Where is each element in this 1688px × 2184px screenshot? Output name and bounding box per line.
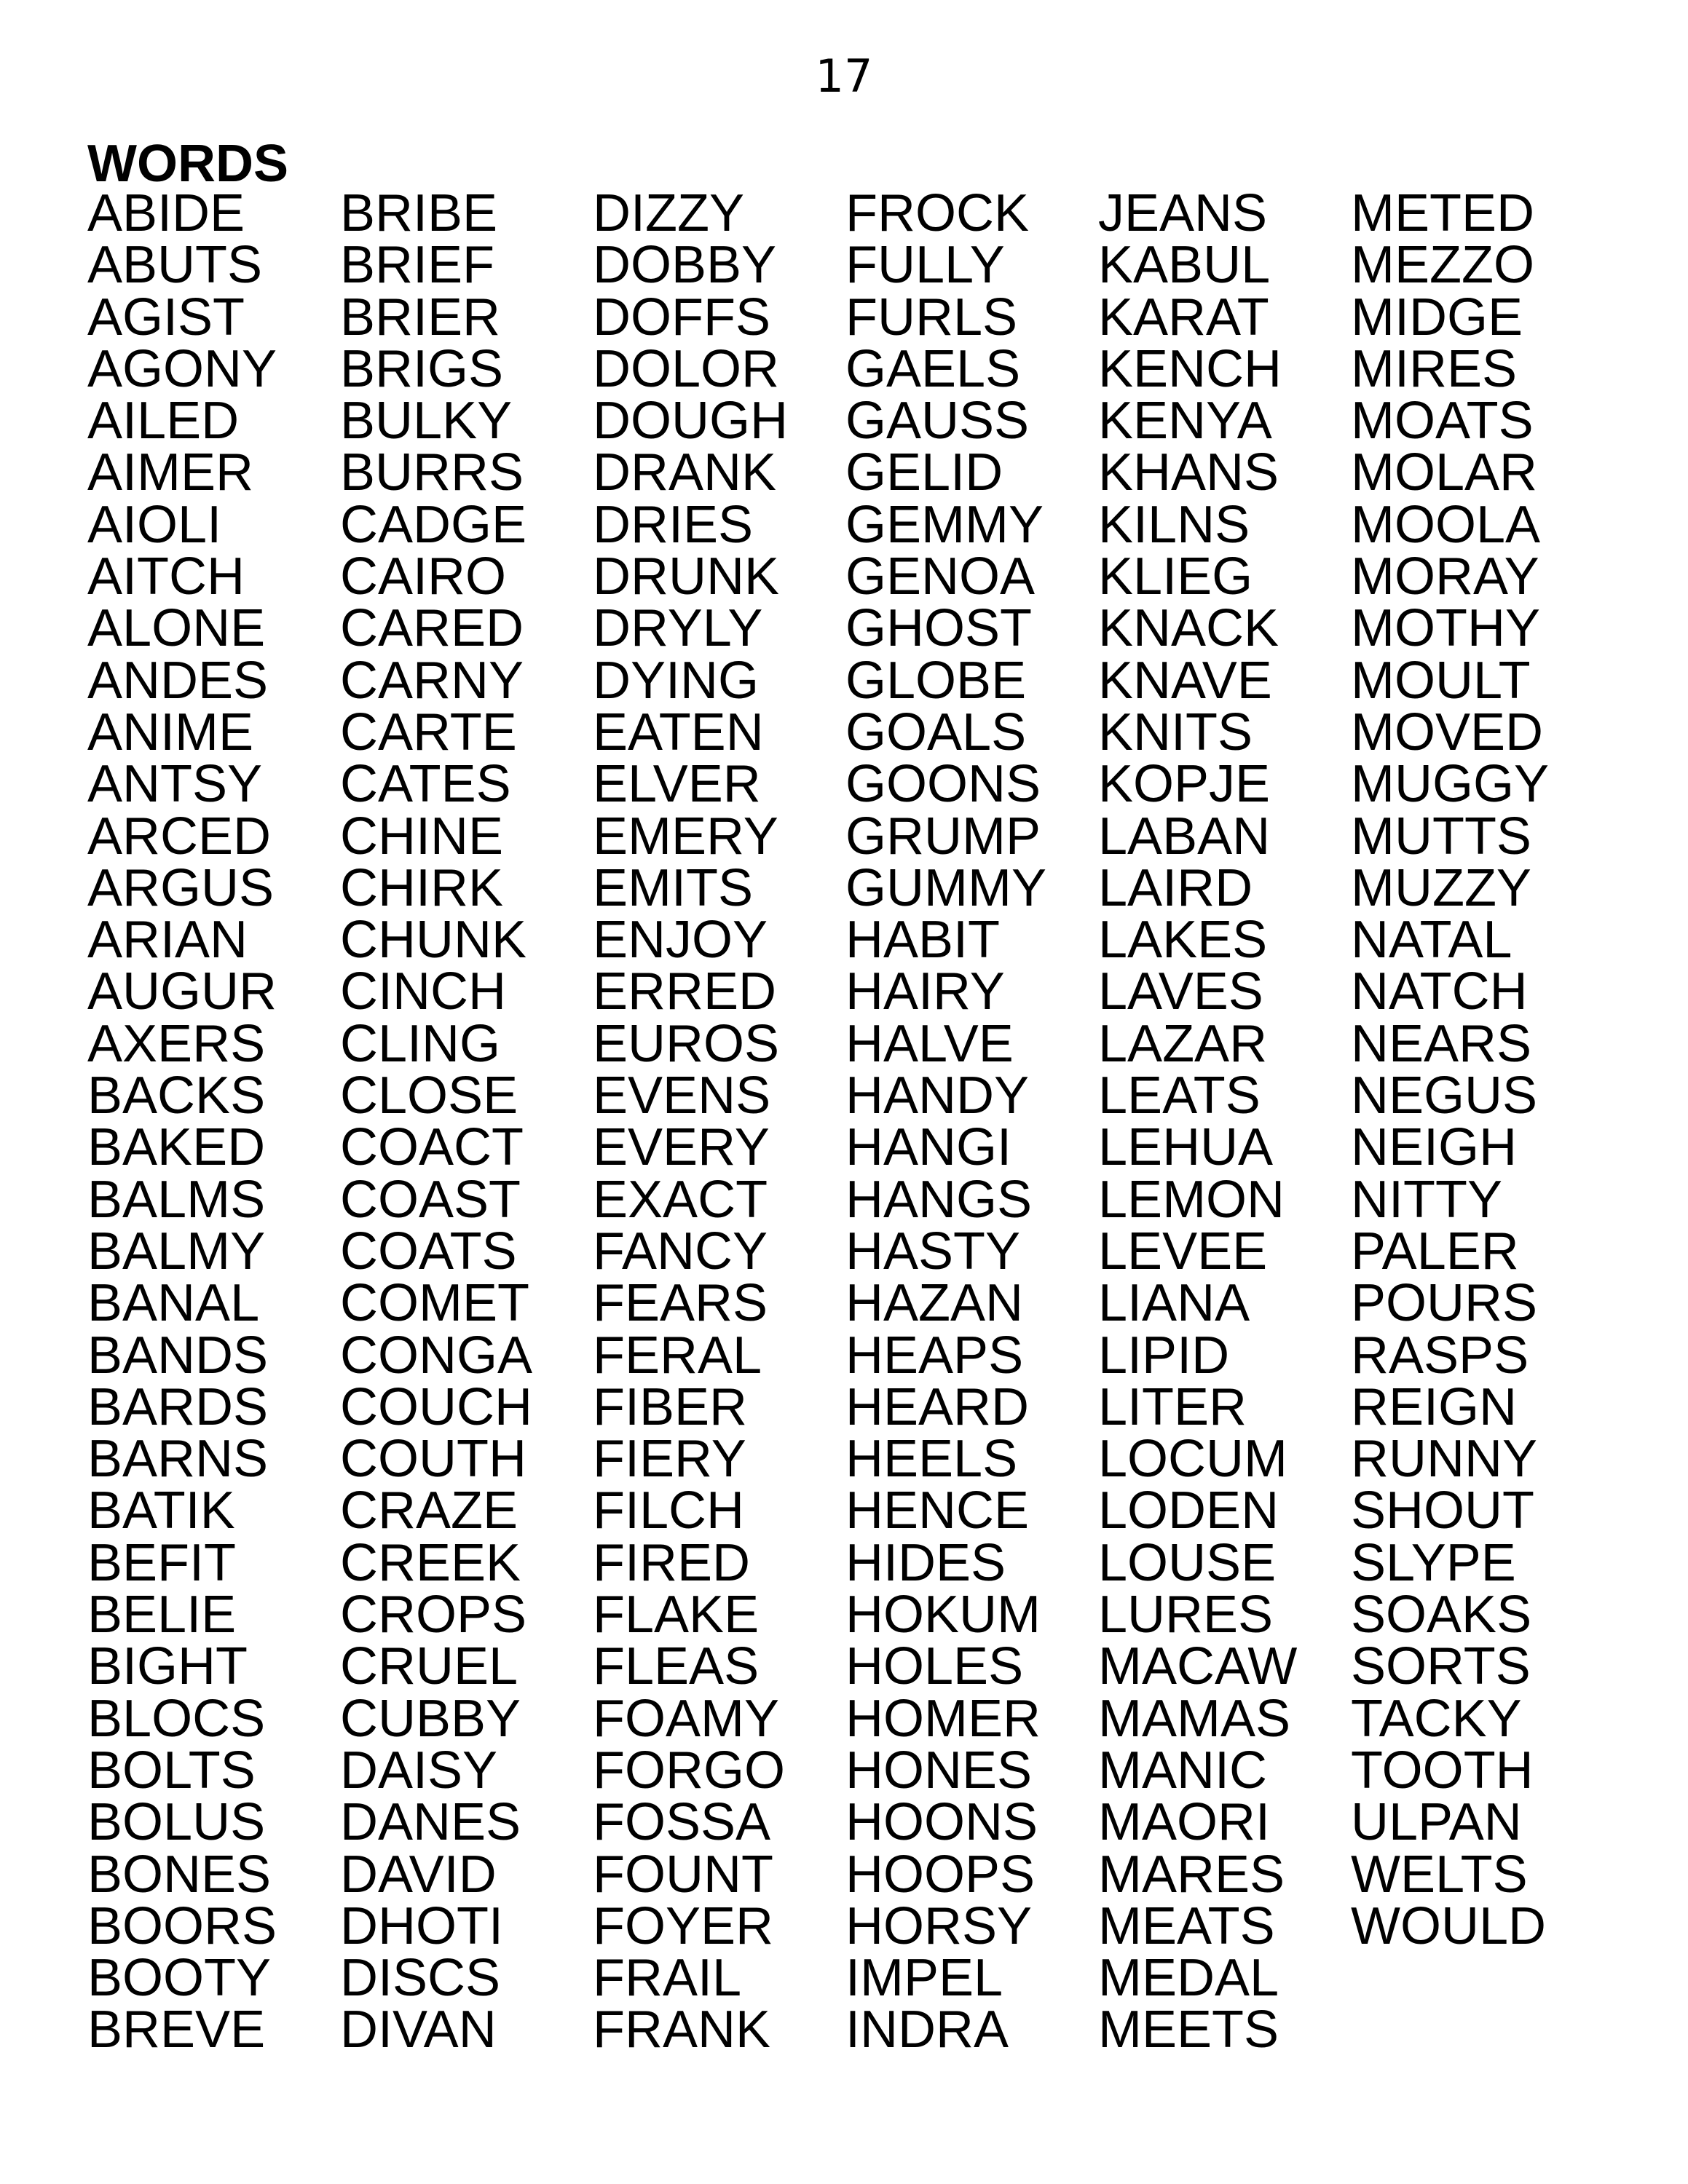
words-heading: WORDS — [87, 135, 288, 193]
word-item: SHOUT — [1351, 1481, 1534, 1540]
word-item: GLOBE — [845, 651, 1027, 710]
word-item: MEZZO — [1351, 236, 1534, 295]
word-item: HENCE — [845, 1481, 1030, 1540]
word-item: INDRA — [845, 2001, 1009, 2060]
word-item: COUCH — [340, 1377, 532, 1436]
word-item: HAIRY — [845, 962, 1005, 1021]
word-item: EUROS — [593, 1014, 780, 1073]
word-item: AUGUR — [87, 962, 277, 1021]
word-item: DOFFS — [593, 288, 770, 347]
word-item: HOMER — [845, 1689, 1041, 1748]
word-item: BULKY — [340, 392, 513, 451]
word-item: LAKES — [1098, 911, 1268, 970]
word-item: LEMON — [1098, 1170, 1285, 1229]
word-item: HOOPS — [845, 1845, 1036, 1904]
word-item: KOPJE — [1098, 755, 1271, 814]
word-item: KNAVE — [1098, 651, 1272, 710]
word-item: HIDES — [845, 1533, 1006, 1592]
word-item: MOLAR — [1351, 443, 1538, 502]
word-column-6 — [1351, 184, 1550, 1955]
word-item: FLEAS — [593, 1637, 760, 1696]
word-item: ERRED — [593, 962, 777, 1021]
word-item: DAISY — [340, 1741, 498, 1800]
word-item: BOLTS — [87, 1741, 256, 1800]
word-item: KABUL — [1098, 236, 1271, 295]
word-item: BOOTY — [87, 1949, 272, 2008]
word-item: EATEN — [593, 703, 764, 761]
word-item: DANES — [340, 1793, 521, 1852]
word-item: KNITS — [1098, 703, 1253, 761]
word-item: AXERS — [87, 1014, 266, 1073]
word-item: FERAL — [593, 1326, 762, 1385]
word-item: ARIAN — [87, 911, 248, 970]
word-item: BREVE — [87, 2001, 266, 2060]
word-item: GOONS — [845, 755, 1041, 814]
word-item: DISCS — [340, 1949, 501, 2008]
word-item: MOOLA — [1351, 495, 1541, 554]
word-item: FIBER — [593, 1377, 748, 1436]
word-item: ABIDE — [87, 184, 245, 242]
word-item: PALER — [1351, 1222, 1519, 1281]
word-column-4 — [845, 184, 1046, 2060]
word-item: NATAL — [1351, 911, 1513, 970]
word-item: HANGI — [845, 1118, 1012, 1177]
word-item: DOLOR — [593, 339, 780, 398]
word-item: BARDS — [87, 1377, 269, 1436]
word-item: CHINE — [340, 807, 504, 866]
word-item: HALVE — [845, 1014, 1014, 1073]
word-item: KLIEG — [1098, 547, 1253, 606]
word-item: IMPEL — [845, 1949, 1003, 2008]
word-item: DHOTI — [340, 1896, 503, 1955]
word-item: AGIST — [87, 288, 245, 347]
word-item: FILCH — [593, 1481, 745, 1540]
word-item: LOCUM — [1098, 1430, 1288, 1489]
word-item: LABAN — [1098, 807, 1271, 866]
word-item: BURRS — [340, 443, 524, 502]
word-item: NITTY — [1351, 1170, 1502, 1229]
word-column-3 — [593, 184, 788, 2060]
word-item: GENOA — [845, 547, 1036, 606]
word-item: FROCK — [845, 184, 1029, 242]
word-item: GHOST — [845, 599, 1033, 658]
word-item: CUBBY — [340, 1689, 521, 1748]
word-item: FOSSA — [593, 1793, 771, 1852]
word-item: CRUEL — [340, 1637, 518, 1696]
word-item: MEATS — [1098, 1896, 1275, 1955]
word-item: LITER — [1098, 1377, 1247, 1436]
word-item: MANIC — [1098, 1741, 1267, 1800]
word-item: AGONY — [87, 339, 277, 398]
word-item: CLOSE — [340, 1067, 518, 1125]
word-item: NEARS — [1351, 1014, 1532, 1073]
word-item: FRAIL — [593, 1949, 742, 2008]
word-item: KENCH — [1098, 339, 1282, 398]
word-item: ALONE — [87, 599, 266, 658]
word-item: COACT — [340, 1118, 524, 1177]
word-item: LODEN — [1098, 1481, 1279, 1540]
word-item: NEIGH — [1351, 1118, 1518, 1177]
word-item: HONES — [845, 1741, 1033, 1800]
word-item: HOLES — [845, 1637, 1024, 1696]
word-item: ENJOY — [593, 911, 768, 970]
word-item: CHIRK — [340, 858, 504, 917]
word-item: MIDGE — [1351, 288, 1523, 347]
word-item: MEETS — [1098, 2001, 1279, 2060]
word-item: HAZAN — [845, 1274, 1024, 1333]
word-item: MOATS — [1351, 392, 1534, 451]
word-item: CARTE — [340, 703, 517, 761]
word-item: MOVED — [1351, 703, 1544, 761]
word-item: ARCED — [87, 807, 272, 866]
word-item: SORTS — [1351, 1637, 1531, 1696]
word-item: BLOCS — [87, 1689, 266, 1748]
word-item: FULLY — [845, 236, 1005, 295]
word-item: FRANK — [593, 2001, 771, 2060]
word-item: RASPS — [1351, 1326, 1529, 1385]
word-item: LIANA — [1098, 1274, 1250, 1333]
word-item: CATES — [340, 755, 511, 814]
word-item: DRIES — [593, 495, 754, 554]
word-item: CADGE — [340, 495, 527, 554]
word-item: CRAZE — [340, 1481, 518, 1540]
word-item: AIMER — [87, 443, 254, 502]
word-item: MUGGY — [1351, 755, 1550, 814]
word-item: GELID — [845, 443, 1003, 502]
word-item: KENYA — [1098, 392, 1272, 451]
word-item: ANDES — [87, 651, 269, 710]
word-item: TACKY — [1351, 1689, 1522, 1748]
word-item: BEFIT — [87, 1533, 237, 1592]
word-item: ABUTS — [87, 236, 263, 295]
word-item: LURES — [1098, 1586, 1274, 1645]
word-item: EVENS — [593, 1067, 771, 1125]
word-item: SLYPE — [1351, 1533, 1516, 1592]
word-item: ANIME — [87, 703, 254, 761]
word-item: HEARD — [845, 1377, 1030, 1436]
word-item: FEARS — [593, 1274, 768, 1333]
word-item: CROPS — [340, 1586, 527, 1645]
word-item: BANAL — [87, 1274, 260, 1333]
word-item: BARNS — [87, 1430, 269, 1489]
word-item: BONES — [87, 1845, 272, 1904]
word-item: GRUMP — [845, 807, 1041, 866]
word-item: MUZZY — [1351, 858, 1531, 917]
word-item: GUMMY — [845, 858, 1046, 917]
word-item: EVERY — [593, 1118, 770, 1177]
word-item: CAIRO — [340, 547, 507, 606]
word-item: EXACT — [593, 1170, 768, 1229]
word-item: HORSY — [845, 1896, 1033, 1955]
word-item: DRUNK — [593, 547, 780, 606]
word-item: DRYLY — [593, 599, 763, 658]
word-item: NEGUS — [1351, 1067, 1538, 1125]
word-item: KHANS — [1098, 443, 1279, 502]
word-item: LEHUA — [1098, 1118, 1274, 1177]
word-item: FIERY — [593, 1430, 746, 1489]
word-item: BRIGS — [340, 339, 504, 398]
word-item: CONGA — [340, 1326, 533, 1385]
word-item: WOULD — [1351, 1896, 1546, 1955]
word-item: DAVID — [340, 1845, 497, 1904]
word-item: CLING — [340, 1014, 501, 1073]
word-item: RUNNY — [1351, 1430, 1538, 1489]
word-item: BOLUS — [87, 1793, 266, 1852]
word-column-2 — [340, 184, 533, 2060]
word-item: MUTTS — [1351, 807, 1531, 866]
word-item: EMERY — [593, 807, 778, 866]
word-item: AILED — [87, 392, 240, 451]
word-item: POURS — [1351, 1274, 1538, 1333]
word-item: MIRES — [1351, 339, 1518, 398]
word-item: FANCY — [593, 1222, 768, 1281]
word-item: MOULT — [1351, 651, 1531, 710]
word-item: MAMAS — [1098, 1689, 1291, 1748]
word-item: HOKUM — [845, 1586, 1041, 1645]
word-item: HOONS — [845, 1793, 1038, 1852]
word-item: DRANK — [593, 443, 777, 502]
word-item: CARED — [340, 599, 524, 658]
word-item: ARGUS — [87, 858, 275, 917]
word-item: REIGN — [1351, 1377, 1518, 1436]
word-item: MARES — [1098, 1845, 1285, 1904]
word-item: BATIK — [87, 1481, 235, 1540]
word-item: HEAPS — [845, 1326, 1024, 1385]
word-item: MAORI — [1098, 1793, 1271, 1852]
word-item: FORGO — [593, 1741, 785, 1800]
page-number: 17 — [815, 50, 873, 103]
word-item: HANDY — [845, 1067, 1030, 1125]
word-item: FOUNT — [593, 1845, 773, 1904]
word-item: FURLS — [845, 288, 1018, 347]
word-item: BELIE — [87, 1586, 237, 1645]
word-item: FOAMY — [593, 1689, 780, 1748]
word-item: LAZAR — [1098, 1014, 1268, 1073]
word-item: ANTSY — [87, 755, 263, 814]
word-item: DOUGH — [593, 392, 788, 451]
word-column-5 — [1098, 184, 1298, 2060]
word-item: GOALS — [845, 703, 1027, 761]
word-item: COUTH — [340, 1430, 526, 1489]
word-item: GAELS — [845, 339, 1021, 398]
word-item: BACKS — [87, 1067, 266, 1125]
word-item: COATS — [340, 1222, 517, 1281]
word-item: KILNS — [1098, 495, 1250, 554]
word-item: DOBBY — [593, 236, 777, 295]
word-item: LEATS — [1098, 1067, 1261, 1125]
word-item: HANGS — [845, 1170, 1033, 1229]
word-item: WELTS — [1351, 1845, 1528, 1904]
word-item: FIRED — [593, 1533, 750, 1592]
word-item: LAVES — [1098, 962, 1263, 1021]
word-item: MACAW — [1098, 1637, 1298, 1696]
word-item: AIOLI — [87, 495, 222, 554]
word-item: HABIT — [845, 911, 1001, 970]
word-item: LOUSE — [1098, 1533, 1277, 1592]
word-item: HEELS — [845, 1430, 1018, 1489]
word-item: ELVER — [593, 755, 761, 814]
word-item: DYING — [593, 651, 760, 710]
word-item: DIVAN — [340, 2001, 497, 2060]
word-item: BAKED — [87, 1118, 266, 1177]
word-item: COAST — [340, 1170, 521, 1229]
word-item: NATCH — [1351, 962, 1528, 1021]
word-item: ULPAN — [1351, 1793, 1522, 1852]
word-item: AITCH — [87, 547, 245, 606]
word-item: BRIER — [340, 288, 501, 347]
word-item: COMET — [340, 1274, 529, 1333]
word-item: TOOTH — [1351, 1741, 1534, 1800]
word-item: LIPID — [1098, 1326, 1230, 1385]
word-item: MEDAL — [1098, 1949, 1279, 2008]
word-item: FLAKE — [593, 1586, 760, 1645]
word-item: CINCH — [340, 962, 506, 1021]
word-item: MOTHY — [1351, 599, 1540, 658]
word-item: HASTY — [845, 1222, 1021, 1281]
word-item: SOAKS — [1351, 1586, 1532, 1645]
word-item: GAUSS — [845, 392, 1030, 451]
word-item: MORAY — [1351, 547, 1539, 606]
word-item: BRIBE — [340, 184, 498, 242]
word-item: JEANS — [1098, 184, 1268, 242]
word-item: KNACK — [1098, 599, 1279, 658]
word-item: EMITS — [593, 858, 754, 917]
word-item: BALMY — [87, 1222, 266, 1281]
word-list — [87, 184, 1653, 2081]
word-item: KARAT — [1098, 288, 1269, 347]
word-item: BALMS — [87, 1170, 266, 1229]
word-item: LAIRD — [1098, 858, 1253, 917]
word-item: CARNY — [340, 651, 524, 710]
word-item: BANDS — [87, 1326, 269, 1385]
word-item: METED — [1351, 184, 1534, 242]
word-item: LEVEE — [1098, 1222, 1268, 1281]
word-column-1 — [87, 184, 277, 2060]
word-item: CREEK — [340, 1533, 521, 1592]
word-item: BIGHT — [87, 1637, 248, 1696]
word-item: DIZZY — [593, 184, 744, 242]
word-item: CHUNK — [340, 911, 527, 970]
word-item: BRIEF — [340, 236, 495, 295]
word-item: GEMMY — [845, 495, 1044, 554]
word-item: BOORS — [87, 1896, 277, 1955]
word-item: FOYER — [593, 1896, 774, 1955]
